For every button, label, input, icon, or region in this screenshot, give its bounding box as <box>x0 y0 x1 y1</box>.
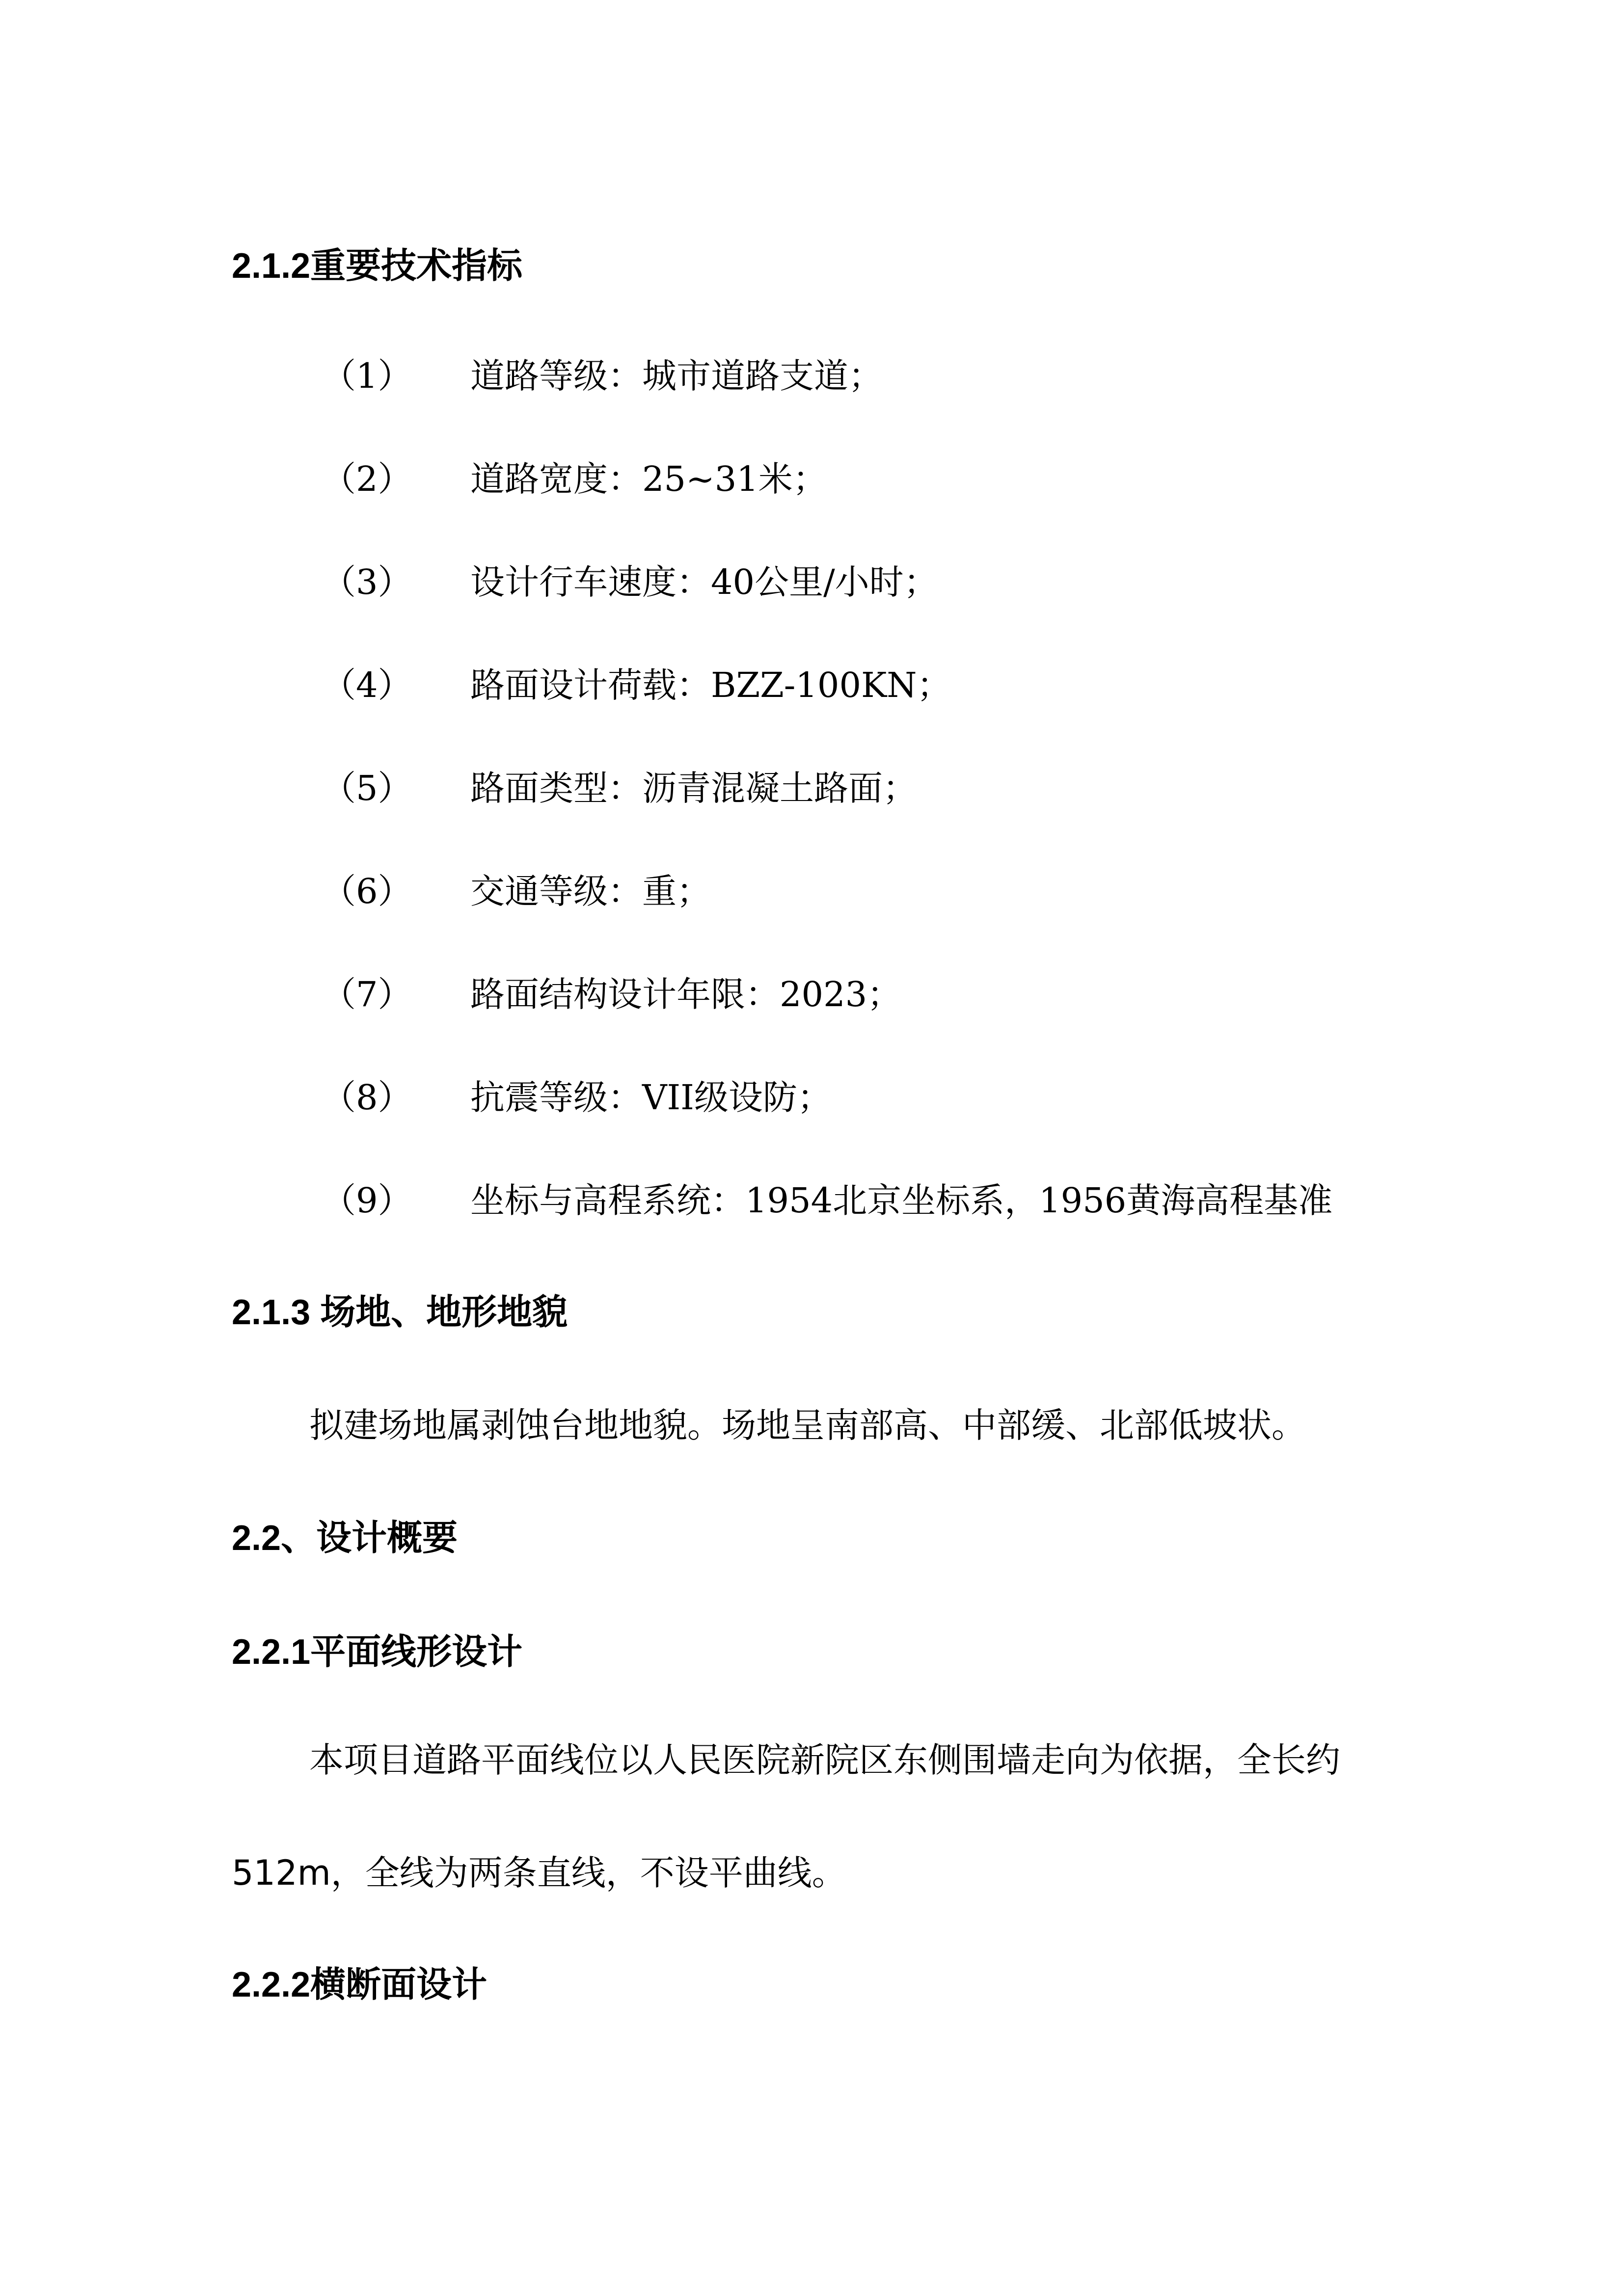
list-item <box>0 764 1624 813</box>
list-item <box>0 1073 1624 1122</box>
list-item-number: （1） <box>322 356 412 396</box>
list-item-text: 路面结构设计年限：2023； <box>470 974 902 1015</box>
list-item <box>0 1176 1624 1225</box>
paragraph-terrain: 拟建场地属剥蚀台地地貌。场地呈南部高、中部缓、北部低坡状。 <box>309 1405 1306 1445</box>
list-item-number: （4） <box>322 665 412 705</box>
heading-2-1-2: 2.1.2重要技术指标 <box>232 246 523 286</box>
list-item-number: （7） <box>322 974 412 1015</box>
list-item <box>0 970 1624 1019</box>
list-item-text: 路面设计荷载：BZZ-100KN； <box>470 665 951 705</box>
list-item-number: （9） <box>322 1180 412 1221</box>
list-item <box>0 867 1624 916</box>
list-item-text: 交通等级：重； <box>470 871 711 911</box>
list-item-text: 抗震等级：VII级设防； <box>470 1077 832 1118</box>
list-item-text: 道路等级：城市道路支道； <box>470 356 883 396</box>
list-item-number: （2） <box>322 459 412 499</box>
list-item-number: （3） <box>322 562 412 602</box>
list-item <box>0 351 1624 400</box>
heading-2-2: 2.2、设计概要 <box>232 1519 458 1558</box>
list-item-number: （8） <box>322 1077 412 1118</box>
list-item <box>0 454 1624 504</box>
list-item-text: 道路宽度：25~31米； <box>470 459 827 499</box>
list-item-text: 坐标与高程系统：1954北京坐标系，1956黄海高程基准 <box>470 1180 1333 1221</box>
paragraph-alignment-line1: 本项目道路平面线位以人民医院新院区东侧围墙走向为依据，全长约 <box>309 1740 1340 1780</box>
list-item <box>0 661 1624 710</box>
list-item-text: 设计行车速度：40公里/小时； <box>470 562 938 602</box>
list-item-number: （6） <box>322 871 412 911</box>
heading-2-2-2: 2.2.2横断面设计 <box>232 1965 487 2004</box>
list-item-text: 路面类型：沥青混凝土路面； <box>470 768 917 808</box>
list-item <box>0 558 1624 607</box>
list-item-number: （5） <box>322 768 412 808</box>
paragraph-alignment-line2: 512m，全线为两条直线，不设平曲线。 <box>232 1853 846 1893</box>
heading-2-2-1: 2.2.1平面线形设计 <box>232 1632 523 1672</box>
heading-2-1-3: 2.1.3 场地、地形地貌 <box>232 1293 568 1332</box>
